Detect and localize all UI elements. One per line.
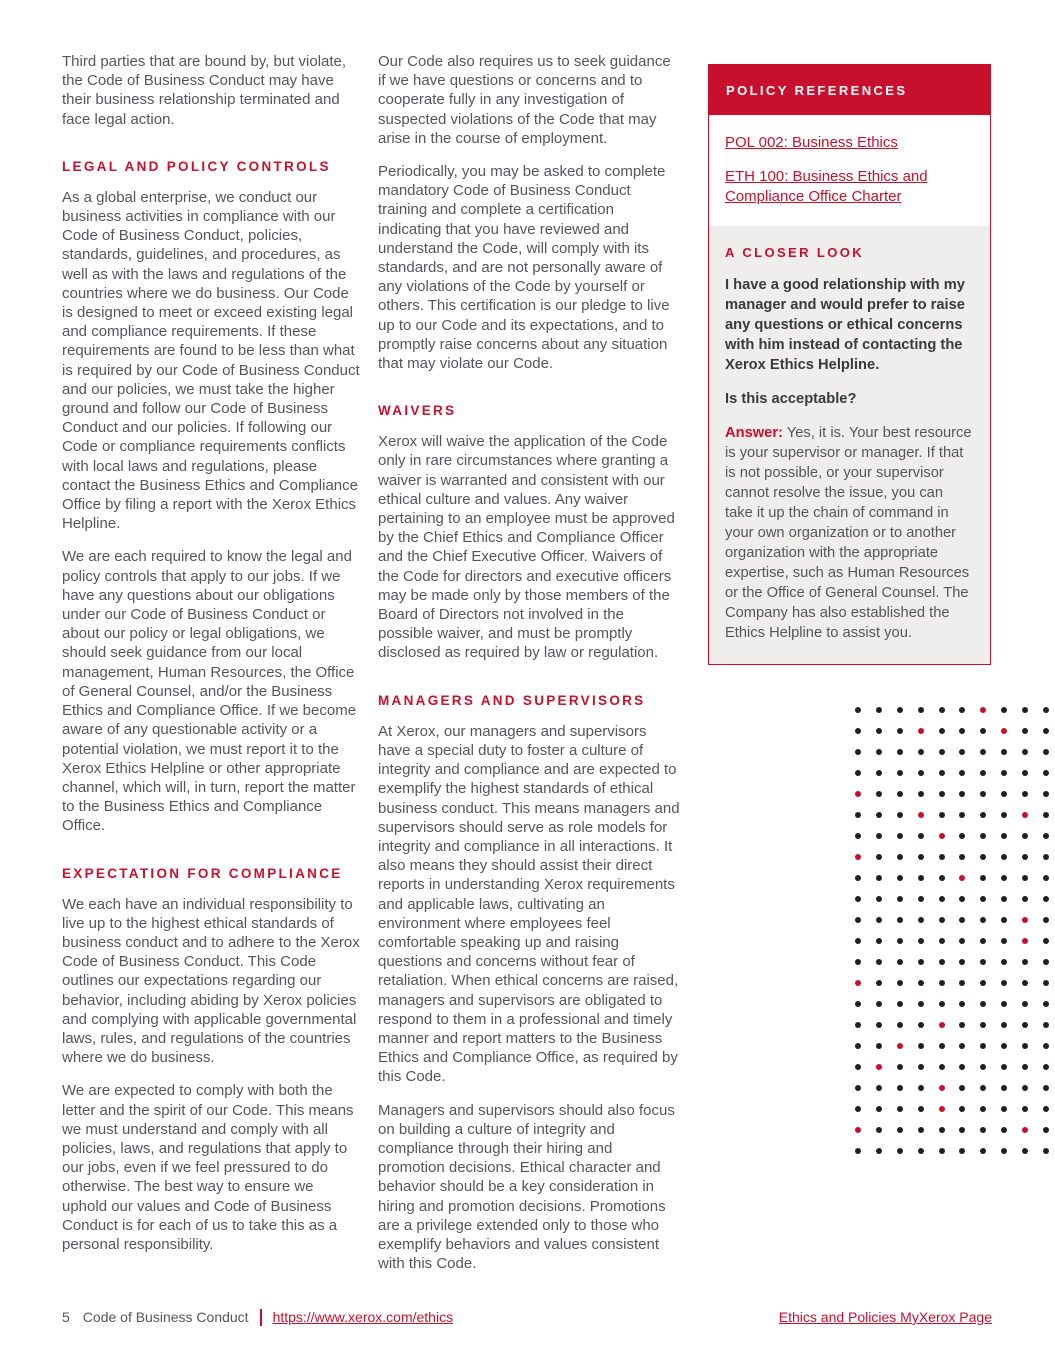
dark-dot xyxy=(1022,959,1028,965)
dark-dot xyxy=(855,959,861,965)
a-closer-look-box xyxy=(709,226,990,664)
dark-dot xyxy=(1043,749,1049,755)
dark-dot xyxy=(1043,1148,1049,1154)
dark-dot xyxy=(939,875,945,881)
dark-dot xyxy=(897,854,903,860)
dark-dot xyxy=(876,833,882,839)
dark-dot xyxy=(980,728,986,734)
dark-dot xyxy=(939,749,945,755)
page-number: 5 xyxy=(62,1309,70,1325)
dark-dot xyxy=(897,707,903,713)
section-heading-waivers: WAIVERS xyxy=(378,403,457,419)
dark-dot xyxy=(1043,812,1049,818)
dark-dot xyxy=(939,791,945,797)
dark-dot xyxy=(897,980,903,986)
dark-dot xyxy=(959,812,965,818)
dark-dot xyxy=(939,1148,945,1154)
dark-dot xyxy=(918,1148,924,1154)
dark-dot xyxy=(855,1148,861,1154)
dark-dot xyxy=(1043,833,1049,839)
dark-dot xyxy=(918,854,924,860)
policy-references-banner: POLICY REFERENCES xyxy=(709,65,990,115)
dark-dot xyxy=(980,980,986,986)
red-dot xyxy=(897,1043,903,1049)
red-dot xyxy=(939,1106,945,1112)
dark-dot xyxy=(1043,770,1049,776)
section-heading-legal-and-policy-controls: LEGAL AND POLICY CONTROLS xyxy=(62,158,331,174)
dark-dot xyxy=(959,1127,965,1133)
dark-dot xyxy=(1001,854,1007,860)
dark-dot xyxy=(876,875,882,881)
dark-dot xyxy=(1001,1043,1007,1049)
dark-dot xyxy=(876,980,882,986)
dark-dot xyxy=(980,1064,986,1070)
dark-dot xyxy=(980,959,986,965)
dark-dot xyxy=(959,1043,965,1049)
dark-dot xyxy=(855,728,861,734)
dark-dot xyxy=(897,1001,903,1007)
paragraph-waivers: Xerox will waive the application of the Code only in rare circumstances where granting a waiver is warranted and consistent with our ethical culture and values. Any waiver pertaining to an employee must be approved by the Chief Ethics and Compliance Officer and the Chief Executive Officer. Waivers of the Code for directors and executive officers may be made only by those members of the Board of Directors not involved in the possible waiver, and must be promptly disclosed as required by law or regulation. xyxy=(378,433,675,662)
dark-dot xyxy=(897,728,903,734)
dark-dot xyxy=(1043,791,1049,797)
dark-dot xyxy=(980,749,986,755)
dark-dot xyxy=(980,1022,986,1028)
dark-dot xyxy=(918,749,924,755)
dark-dot xyxy=(1043,854,1049,860)
dark-dot xyxy=(855,896,861,902)
dark-dot xyxy=(855,812,861,818)
dark-dot xyxy=(855,707,861,713)
dark-dot xyxy=(959,1001,965,1007)
dark-dot xyxy=(876,1001,882,1007)
dark-dot xyxy=(855,1085,861,1091)
dark-dot xyxy=(918,980,924,986)
dark-dot xyxy=(1022,1148,1028,1154)
dark-dot xyxy=(959,1064,965,1070)
dark-dot xyxy=(980,1106,986,1112)
dark-dot xyxy=(980,938,986,944)
dark-dot xyxy=(1001,1148,1007,1154)
dark-dot xyxy=(855,875,861,881)
dark-dot xyxy=(939,980,945,986)
dark-dot xyxy=(959,749,965,755)
dot-pattern-decoration xyxy=(855,707,1055,1169)
dark-dot xyxy=(1022,980,1028,986)
dark-dot xyxy=(1022,854,1028,860)
dark-dot xyxy=(1022,1064,1028,1070)
dark-dot xyxy=(1001,896,1007,902)
dark-dot xyxy=(855,1043,861,1049)
dark-dot xyxy=(1001,1106,1007,1112)
dark-dot xyxy=(876,959,882,965)
dark-dot xyxy=(1043,1043,1049,1049)
dark-dot xyxy=(897,770,903,776)
closer-look-subquestion: Is this acceptable? xyxy=(725,391,857,408)
dark-dot xyxy=(939,896,945,902)
dark-dot xyxy=(1043,875,1049,881)
section-heading-expectation-for-compliance: EXPECTATION FOR COMPLIANCE xyxy=(62,865,343,881)
dark-dot xyxy=(959,938,965,944)
dark-dot xyxy=(1001,917,1007,923)
dark-dot xyxy=(1022,1085,1028,1091)
dark-dot xyxy=(959,791,965,797)
paragraph-periodic-training: Periodically, you may be asked to complete mandatory Code of Business Conduct training and complete a certification indicating that you have reviewed and understand the Code, will comply with its standards, and are not personally aware of any violations of the Code by yourself or others. This certification is our pledge to live up to our Code and its expectations, and to promptly raise concerns about any situation that may violate our Code. xyxy=(378,163,670,373)
dark-dot xyxy=(918,1106,924,1112)
red-dot xyxy=(980,707,986,713)
red-dot xyxy=(1022,812,1028,818)
text-column-1 xyxy=(62,52,362,1268)
dark-dot xyxy=(1043,1106,1049,1112)
paragraph-global-enterprise: As a global enterprise, we conduct our business activities in compliance with our Code of Business Conduct, policies, standards, guidelines, and procedures, as well as with the laws and regulations of the countries where we do business. Our Code is designed to meet or exceed existing legal and compliance requirements. If these requirements are found to be less than what is required by our Code of Business Conduct and our policies, we must take the higher ground and follow our Code of Business Conduct and our policies. If following our Code or compliance requirements conflicts with local laws and regulations, please contact the Business Ethics and Compliance Office by filing a report with the Xerox Ethics Helpline. xyxy=(62,188,360,533)
dark-dot xyxy=(959,833,965,839)
red-dot xyxy=(855,854,861,860)
dark-dot xyxy=(1001,770,1007,776)
red-dot xyxy=(1022,938,1028,944)
red-dot xyxy=(1022,1127,1028,1133)
dark-dot xyxy=(980,854,986,860)
dark-dot xyxy=(939,1064,945,1070)
footer-doc-title: Code of Business Conduct xyxy=(82,1309,249,1325)
footer-ethics-url-link[interactable]: https://www.xerox.com/ethics xyxy=(272,1309,454,1325)
page-footer xyxy=(62,1308,992,1327)
dark-dot xyxy=(1043,959,1049,965)
dark-dot xyxy=(855,917,861,923)
dark-dot xyxy=(939,770,945,776)
dark-dot xyxy=(959,896,965,902)
dark-dot xyxy=(1001,959,1007,965)
answer-text: Yes, it is. Your best resource is your supervisor or manager. If that is not possible, or your supervisor cannot resolve the issue, you can take it up the chain of command in your own organization or to another organization with the appropriate expertise, such as Human Resources or the Office of General Counsel. The Company has also established the Ethics Helpline to assist you. xyxy=(725,425,972,642)
dark-dot xyxy=(918,833,924,839)
dark-dot xyxy=(959,854,965,860)
dark-dot xyxy=(1001,1001,1007,1007)
dark-dot xyxy=(959,959,965,965)
dark-dot xyxy=(1001,833,1007,839)
dark-dot xyxy=(1043,1022,1049,1028)
dark-dot xyxy=(876,1085,882,1091)
dark-dot xyxy=(939,959,945,965)
dark-dot xyxy=(876,854,882,860)
dark-dot xyxy=(1001,1127,1007,1133)
dark-dot xyxy=(980,1043,986,1049)
dark-dot xyxy=(1001,938,1007,944)
dark-dot xyxy=(1001,875,1007,881)
dark-dot xyxy=(1001,1085,1007,1091)
dark-dot xyxy=(939,728,945,734)
dark-dot xyxy=(918,1064,924,1070)
dark-dot xyxy=(876,707,882,713)
dark-dot xyxy=(918,707,924,713)
link-pol-002-business-ethics[interactable]: POL 002: Business Ethics xyxy=(725,134,898,152)
dark-dot xyxy=(980,833,986,839)
dark-dot xyxy=(918,917,924,923)
link-eth-100-charter[interactable]: ETH 100: Business Ethics and Compliance Office Charter xyxy=(725,168,928,206)
dark-dot xyxy=(855,1022,861,1028)
dark-dot xyxy=(855,770,861,776)
closer-look-question: I have a good relationship with my manager and would prefer to raise any questions or ethical concerns with him instead of contacting the Xerox Ethics Helpline. xyxy=(725,277,965,374)
dark-dot xyxy=(1001,707,1007,713)
dark-dot xyxy=(918,791,924,797)
dark-dot xyxy=(876,770,882,776)
dark-dot xyxy=(939,938,945,944)
paragraph-hiring-promotion: Managers and supervisors should also focus on building a culture of integrity and compliance through their hiring and promotion decisions. Ethical character and behavior should be a key consideration in hiring and promotion decisions. Promotions are a privilege extended only to those who exemplify behaviors and values consistent with this Code. xyxy=(378,1101,675,1273)
dark-dot xyxy=(1022,728,1028,734)
dark-dot xyxy=(1022,1106,1028,1112)
closer-look-heading: A CLOSER LOOK xyxy=(725,245,865,261)
red-dot xyxy=(855,980,861,986)
red-dot xyxy=(1022,917,1028,923)
dark-dot xyxy=(918,1001,924,1007)
dark-dot xyxy=(897,833,903,839)
dark-dot xyxy=(1022,896,1028,902)
red-dot xyxy=(918,812,924,818)
dark-dot xyxy=(918,959,924,965)
dark-dot xyxy=(918,875,924,881)
dark-dot xyxy=(897,959,903,965)
dark-dot xyxy=(1001,980,1007,986)
dark-dot xyxy=(897,791,903,797)
red-dot xyxy=(939,1022,945,1028)
dark-dot xyxy=(1001,1064,1007,1070)
dark-dot xyxy=(876,728,882,734)
dark-dot xyxy=(939,1127,945,1133)
dark-dot xyxy=(1043,917,1049,923)
dark-dot xyxy=(897,917,903,923)
dark-dot xyxy=(939,917,945,923)
dark-dot xyxy=(1043,896,1049,902)
paragraph-managers-duty: At Xerox, our managers and supervisors have a special duty to foster a culture of integrity and compliance and are expected to exemplify the highest standards of ethical business conduct. This means managers and supervisors should serve as role models for integrity and compliance in all interactions. It also means they should assist their direct reports in understanding Xerox requirements and applicable laws, cultivating an environment where employees feel comfortable speaking up and raising questions and concerns without fear of retaliation. When ethical concerns are raised, managers and supervisors are obligated to respond to them in a professional and timely manner and report matters to the Business Ethics and Compliance Office, as required by this Code. xyxy=(378,722,680,1086)
dark-dot xyxy=(918,1127,924,1133)
dark-dot xyxy=(1001,791,1007,797)
dark-dot xyxy=(1022,833,1028,839)
paragraph-required-to-know: We are each required to know the legal and policy controls that apply to our jobs. If we have any questions about our obligations under our Code of Business Conduct or about our policy or legal obligations, we should seek guidance from our local management, Human Resources, the Office of General Counsel, and/or the Business Ethics and Compliance Office. If we become aware of any questionable activity or a potential violation, we must report it to the Xerox Ethics Helpline or other appropriate channel, which will, in turn, report the matter to the Business Ethics and Compliance Office. xyxy=(62,548,357,835)
dark-dot xyxy=(897,812,903,818)
dark-dot xyxy=(897,896,903,902)
dark-dot xyxy=(876,1022,882,1028)
dark-dot xyxy=(1043,1127,1049,1133)
dark-dot xyxy=(897,875,903,881)
dark-dot xyxy=(1043,1064,1049,1070)
dark-dot xyxy=(980,1127,986,1133)
red-dot xyxy=(876,1064,882,1070)
red-dot xyxy=(855,791,861,797)
dark-dot xyxy=(897,1148,903,1154)
dark-dot xyxy=(897,1022,903,1028)
dark-dot xyxy=(876,917,882,923)
dark-dot xyxy=(876,1043,882,1049)
dark-dot xyxy=(876,1127,882,1133)
dark-dot xyxy=(1043,980,1049,986)
dark-dot xyxy=(959,1085,965,1091)
dark-dot xyxy=(1022,749,1028,755)
dark-dot xyxy=(939,812,945,818)
dark-dot xyxy=(855,938,861,944)
dark-dot xyxy=(1022,1022,1028,1028)
paragraph-third-parties: Third parties that are bound by, but violate, the Code of Business Conduct may have their business relationship terminated and face legal action. xyxy=(62,53,347,128)
answer-label: Answer: xyxy=(725,425,783,442)
dark-dot xyxy=(918,896,924,902)
dark-dot xyxy=(1043,707,1049,713)
red-dot xyxy=(1001,728,1007,734)
dark-dot xyxy=(897,1127,903,1133)
dark-dot xyxy=(897,1106,903,1112)
dark-dot xyxy=(959,770,965,776)
dark-dot xyxy=(918,938,924,944)
dark-dot xyxy=(1022,1043,1028,1049)
dark-dot xyxy=(876,896,882,902)
paragraph-individual-responsibility: We each have an individual responsibility to live up to the highest ethical standards of business conduct and to adhere to the Xerox Code of Business Conduct. This Code outlines our expectations regarding our behavior, including abiding by Xerox policies and complying with applicable governmental laws, rules, and regulations of the countries where we do business. xyxy=(62,895,360,1067)
dark-dot xyxy=(980,812,986,818)
dark-dot xyxy=(897,749,903,755)
dark-dot xyxy=(918,1043,924,1049)
dark-dot xyxy=(980,1085,986,1091)
dark-dot xyxy=(959,1022,965,1028)
policy-references-panel xyxy=(708,64,991,665)
dark-dot xyxy=(959,707,965,713)
dark-dot xyxy=(980,896,986,902)
dark-dot xyxy=(1043,1085,1049,1091)
dark-dot xyxy=(1022,707,1028,713)
dark-dot xyxy=(855,1106,861,1112)
dark-dot xyxy=(1022,791,1028,797)
red-dot xyxy=(939,833,945,839)
dark-dot xyxy=(918,1022,924,1028)
paragraph-seek-guidance: Our Code also requires us to seek guidance if we have questions or concerns and to cooperate fully in any investigation of suspected violations of the Code that may arise in the course of employment. xyxy=(378,53,671,147)
dark-dot xyxy=(1022,1001,1028,1007)
dark-dot xyxy=(876,791,882,797)
dark-dot xyxy=(855,1001,861,1007)
dark-dot xyxy=(1001,1022,1007,1028)
closer-look-answer xyxy=(725,423,974,643)
dark-dot xyxy=(1001,749,1007,755)
footer-divider-bar xyxy=(260,1309,262,1326)
dark-dot xyxy=(959,980,965,986)
dark-dot xyxy=(876,812,882,818)
dark-dot xyxy=(939,1043,945,1049)
dark-dot xyxy=(980,1148,986,1154)
dark-dot xyxy=(855,1064,861,1070)
dark-dot xyxy=(897,1085,903,1091)
dark-dot xyxy=(876,938,882,944)
dark-dot xyxy=(1022,770,1028,776)
footer-myxerox-link[interactable]: Ethics and Policies MyXerox Page xyxy=(778,1309,992,1325)
dark-dot xyxy=(959,1106,965,1112)
dark-dot xyxy=(876,749,882,755)
dark-dot xyxy=(959,917,965,923)
dark-dot xyxy=(980,917,986,923)
dark-dot xyxy=(876,1106,882,1112)
dark-dot xyxy=(855,833,861,839)
dark-dot xyxy=(897,1064,903,1070)
text-column-2 xyxy=(378,52,680,1287)
dark-dot xyxy=(980,791,986,797)
dark-dot xyxy=(939,1001,945,1007)
red-dot xyxy=(855,1127,861,1133)
red-dot xyxy=(918,728,924,734)
dark-dot xyxy=(1043,1001,1049,1007)
dark-dot xyxy=(980,1001,986,1007)
dark-dot xyxy=(1043,938,1049,944)
dark-dot xyxy=(1022,875,1028,881)
dark-dot xyxy=(939,707,945,713)
paragraph-letter-and-spirit: We are expected to comply with both the letter and the spirit of our Code. This means we must understand and comply with all policies, laws, and regulations that apply to our jobs, even if we feel pressured to do otherwise. The best way to ensure we uphold our values and Code of Business Conduct is for each of us to take this as a personal responsibility. xyxy=(62,1082,354,1253)
section-heading-managers-and-supervisors: MANAGERS AND SUPERVISORS xyxy=(378,692,646,708)
policy-reference-links xyxy=(709,115,990,226)
dark-dot xyxy=(959,728,965,734)
dark-dot xyxy=(918,770,924,776)
dark-dot xyxy=(918,1085,924,1091)
dark-dot xyxy=(980,875,986,881)
red-dot xyxy=(939,1085,945,1091)
dark-dot xyxy=(1043,728,1049,734)
dark-dot xyxy=(897,938,903,944)
dark-dot xyxy=(939,854,945,860)
dark-dot xyxy=(1001,812,1007,818)
dark-dot xyxy=(980,770,986,776)
dark-dot xyxy=(855,749,861,755)
dark-dot xyxy=(876,1148,882,1154)
red-dot xyxy=(959,875,965,881)
dark-dot xyxy=(959,1148,965,1154)
